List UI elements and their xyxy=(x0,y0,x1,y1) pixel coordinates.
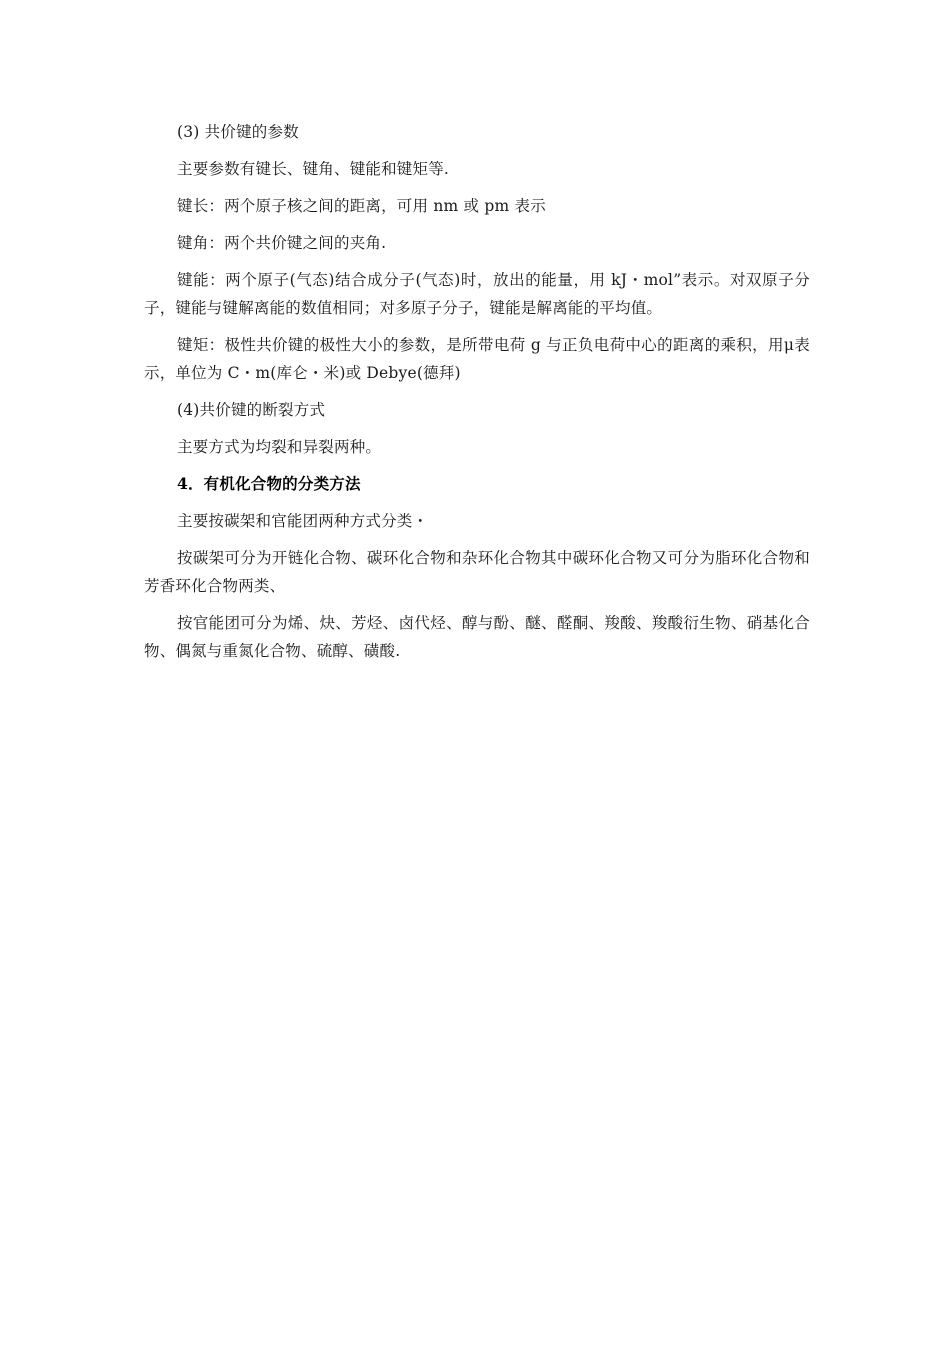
paragraph-bond-length: 键长：两个原子核之间的距离，可用 nm 或 pm 表示 xyxy=(177,197,546,215)
document-body xyxy=(144,118,810,674)
paragraph-cleavage-types: 主要方式为均裂和异裂两种。 xyxy=(177,438,382,456)
paragraph-carbon-skeleton: 按碳架可分为开链化合物、碳环化合物和杂环化合物其中碳环化合物又可分为脂环化合物和芳香环化合物两类、 xyxy=(144,549,810,595)
paragraph-classification-methods: 主要按碳架和官能团两种方式分类・ xyxy=(177,512,429,530)
section-heading-classification: 4．有机化合物的分类方法 xyxy=(177,474,361,493)
paragraph-main-parameters: 主要参数有键长、键角、键能和键矩等. xyxy=(177,160,450,178)
paragraph-bond-energy: 键能：两个原子(气态)结合成分子(气态)时，放出的能量，用 kJ・mol”表示。对双原子分子，键能与键解离能的数值相同；对多原子分子，键能是解离能的平均值。 xyxy=(144,271,810,317)
paragraph-functional-groups: 按官能团可分为烯、炔、芳烃、卤代烃、醇与酚、醚、醛酮、羧酸、羧酸衍生物、硝基化合物、偶氮与重氮化合物、硫醇、磺酸. xyxy=(144,614,810,660)
subheading-bond-parameters: (3) 共价键的参数 xyxy=(177,123,299,141)
paragraph-bond-moment: 键矩：极性共价键的极性大小的参数，是所带电荷 g 与正负电荷中心的距离的乘积，用μ表示，单位为 C・m(库仑・米)或 Debye(德拜) xyxy=(144,336,810,382)
subheading-bond-cleavage: (4)共价键的断裂方式 xyxy=(177,401,326,419)
paragraph-bond-angle: 键角：两个共价键之间的夹角. xyxy=(177,234,387,252)
